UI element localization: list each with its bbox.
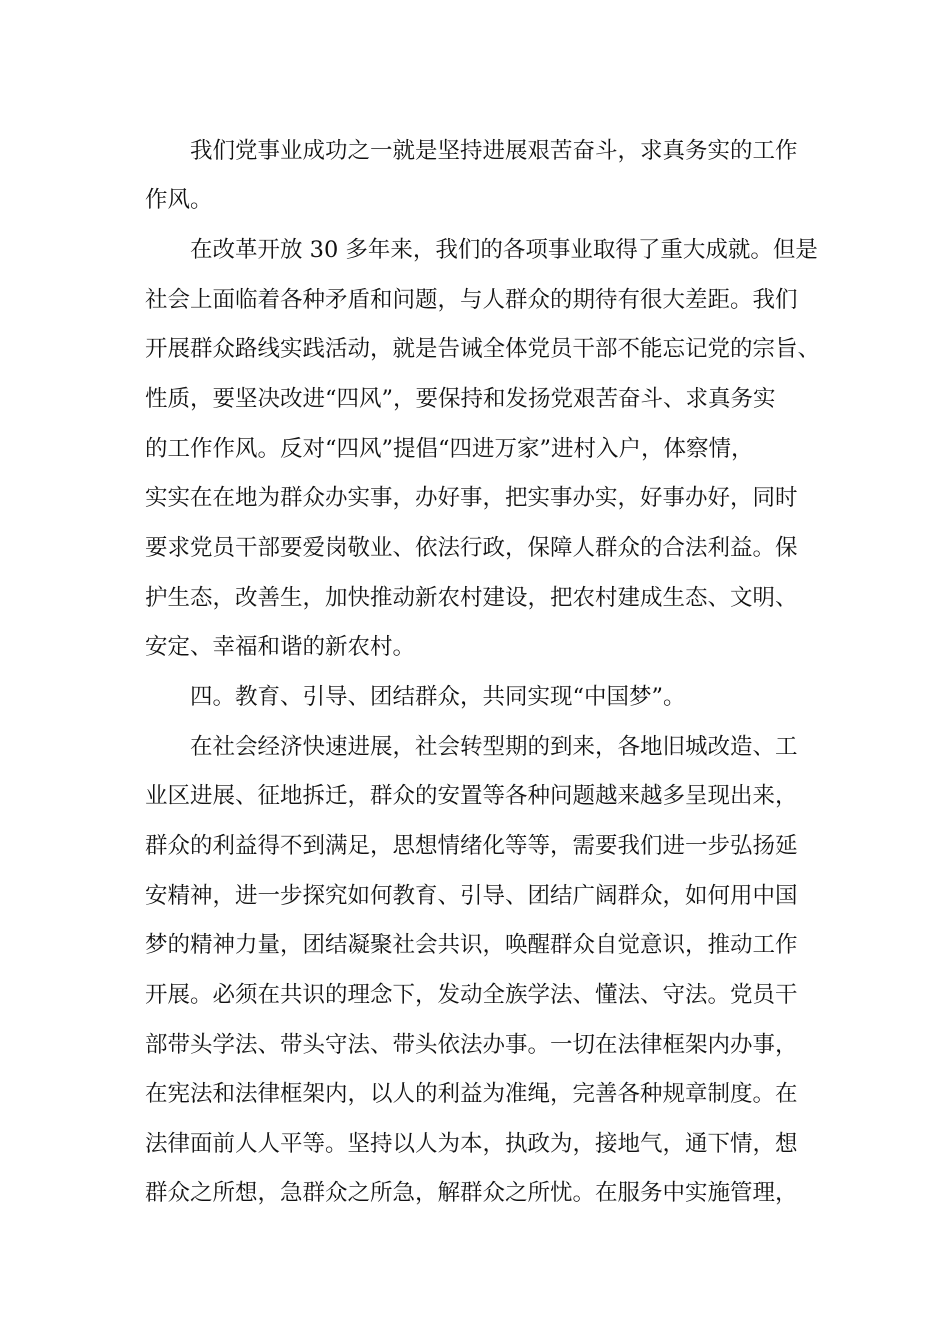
text-line: 法律面前人人平等。坚持以人为本，执政为，接地气，通下情，想 [145, 1131, 798, 1157]
text-line: 实实在在地为群众办实事，办好事，把实事办实，好事办好，同时 [145, 485, 798, 511]
text-line: 业区进展、征地拆迁，群众的安置等各种问题越来越多呈现出来， [145, 783, 798, 809]
text-line: 安定、幸福和谐的新农村。 [145, 634, 416, 660]
text-line: 作风。 [145, 187, 213, 213]
text-line: 在改革开放 30 多年来，我们的各项事业取得了重大成就。但是 [190, 237, 818, 263]
text-line: 要求党员干部要爱岗敬业、依法行政，保障人群众的合法利益。保 [145, 535, 798, 561]
text-line: 在宪法和法律框架内，以人的利益为准绳，完善各种规章制度。在 [145, 1081, 798, 1107]
text-line: 梦的精神力量，团结凝聚社会共识，唤醒群众自觉意识，推动工作 [145, 932, 798, 958]
text-line: 安精神，进一步探究如何教育、引导、团结广阔群众，如何用中国 [145, 883, 798, 909]
text-line: 的工作作风。反对“四风”提倡“四进万家”进村入户，体察情， [145, 436, 754, 462]
text-line: 群众之所想，急群众之所急，解群众之所忧。在服务中实施管理， [145, 1180, 798, 1206]
text-line: 在社会经济快速进展，社会转型期的到来，各地旧城改造、工 [190, 734, 798, 760]
text-line: 开展。必须在共识的理念下，发动全族学法、懂法、守法。党员干 [145, 982, 798, 1008]
section-heading: 四。教育、引导、团结群众，共同实现“中国梦”。 [190, 684, 686, 710]
text-line: 性质，要坚决改进“四风”，要保持和发扬党艰苦奋斗、求真务实 [145, 386, 776, 412]
text-line: 开展群众路线实践活动，就是告诫全体党员干部不能忘记党的宗旨、 [145, 336, 821, 362]
text-line: 我们党事业成功之一就是坚持进展艰苦奋斗，求真务实的工作 [190, 138, 798, 164]
text-line: 护生态，改善生，加快推动新农村建设，把农村建成生态、文明、 [145, 585, 798, 611]
text-line: 部带头学法、带头守法、带头依法办事。一切在法律框架内办事， [145, 1032, 798, 1058]
text-line: 社会上面临着各种矛盾和问题，与人群众的期待有很大差距。我们 [145, 287, 798, 313]
text-line: 群众的利益得不到满足，思想情绪化等等，需要我们进一步弘扬延 [145, 833, 798, 859]
